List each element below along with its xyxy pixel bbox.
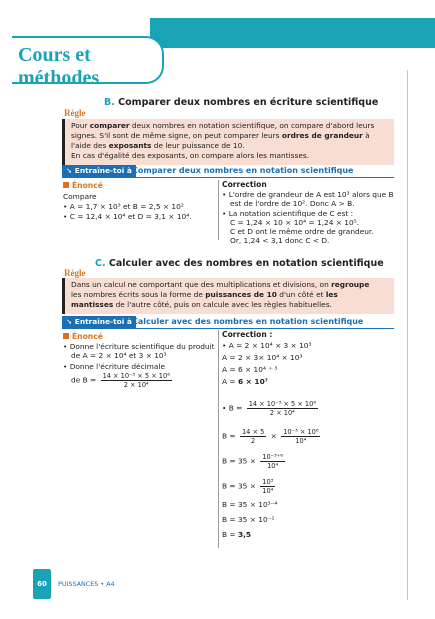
correction-c-b6: B = 35 × 10⁻¹ [222, 515, 275, 524]
correction-b-line-4: C = 1,24 × 10 × 10⁴ = 1,24 × 10⁵. [230, 218, 360, 227]
regle-b-line-1: Pour comparer deux nombres en notation scientifique, on compare d'abord leurs [71, 121, 375, 130]
enonce-c-title: Énoncé [63, 332, 103, 341]
enonce-c-line-3: • Donne l'écriture décimale [63, 362, 166, 371]
enonce-b-bullet-a: • A = 1,7 × 10³ et B = 2,5 × 10² [63, 202, 184, 211]
correction-c-b2: B = $\frac{14 \times 5}{2}$ × $\frac{\text{10⁻³ × 10⁶}}{\text{10⁴}}$ [222, 428, 319, 445]
square-bullet-icon [63, 182, 69, 188]
page-title: Cours et méthodes [18, 44, 100, 89]
header-band [150, 18, 435, 48]
enonce-c-fraction: $\frac{\text{14 × 10⁻³ × 5 × 10⁶}}{\text{2 × 10⁴}}$ [102, 372, 170, 389]
regle-label-c: Règle [64, 268, 86, 278]
correction-c-b4: B = 35 × $\frac{\text{10³}}{\text{10⁴}}$ [222, 478, 274, 495]
correction-c-b3: B = 35 × $\frac{\text{10⁻³⁺⁶}}{\text{10⁴}}$ [222, 453, 283, 470]
enonce-c-line-1: • Donne l'écriture scientifique du produit [63, 342, 215, 351]
enonce-b-compare: Compare [63, 192, 97, 201]
section-c-heading: Calculer avec des nombres en notation scientifique [108, 258, 384, 269]
correction-b-line-1: • L'ordre de grandeur de A est 10³ alors que B [222, 190, 394, 199]
correction-c-b1: • B = $\frac{\text{14 × 10⁻³ × 5 × 10⁶}}{\text{2 × 10⁴}}$ [222, 400, 316, 417]
section-b-title [104, 97, 378, 108]
section-b-letter: B. [104, 97, 115, 108]
b2-fraction-2: $\frac{\text{10⁻³ × 10⁶}}{\text{10⁴}}$ [283, 428, 319, 445]
enonce-c-line-2: de A = 2 × 10⁴ et 3 × 10³ [71, 351, 167, 360]
exercise-b-badge: ➘ Entraîne-toi à [62, 165, 136, 177]
correction-c-b7: B = 3,5 [222, 530, 252, 539]
correction-b-line-2: est de l'ordre de 10². Donc A > B. [230, 199, 355, 208]
section-c-letter: C. [95, 258, 106, 269]
page-number: 60 [33, 569, 51, 599]
correction-c-a1: • A = 2 × 10⁴ × 3 × 10³ [222, 341, 312, 350]
correction-c-a4: A = 6 × 10⁷ [222, 377, 268, 386]
regle-b-line-3: l'aide des exposants de leur puissance de 10. [71, 141, 245, 150]
b3-fraction: $\frac{\text{10⁻³⁺⁶}}{\text{10⁴}}$ [262, 453, 283, 470]
b4-fraction: $\frac{\text{10³}}{\text{10⁴}}$ [262, 478, 274, 495]
column-divider-c [218, 330, 219, 548]
enonce-c-fraction-row: de B = $\frac{\text{14 × 10⁻³ × 5 × 10⁶}}{\text{2 × 10⁴}}$ [71, 372, 170, 389]
correction-c-title: Correction : [222, 330, 273, 339]
regle-box-c [62, 278, 394, 314]
correction-b-line-6: Or, 1,24 < 3,1 donc C < D. [230, 236, 330, 245]
correction-b-line-3: • La notation scientifique de C est : [222, 209, 354, 218]
correction-b-line-5: C et D ont le même ordre de grandeur. [230, 227, 374, 236]
exercise-b-bar [62, 165, 394, 177]
regle-c-line-2: les nombres écrits sous la forme de puissances de 10 d'un côté et les [71, 290, 338, 299]
square-bullet-icon [63, 333, 69, 339]
exercise-b-title: Comparer deux nombres en notation scientifique [132, 166, 354, 175]
top-margin [0, 0, 435, 18]
enonce-b-bullet-c: • C = 12,4 × 10⁴ et D = 3,1 × 10⁴. [63, 212, 192, 221]
regle-c-line-1: Dans un calcul ne comportant que des multiplications et divisions, on regroupe [71, 280, 370, 289]
correction-c-a2: A = 2 × 3× 10⁴ × 10³ [222, 353, 303, 362]
right-margin-rule [407, 70, 408, 600]
exercise-c-badge: ➘ Entraîne-toi à [62, 316, 136, 328]
column-divider-b [218, 180, 219, 240]
correction-c-a3: A = 6 × 10⁴ ⁺ ³ [222, 365, 278, 374]
regle-box-b [62, 119, 394, 165]
b1-fraction: $\frac{\text{14 × 10⁻³ × 5 × 10⁶}}{\text{2 × 10⁴}}$ [248, 400, 316, 417]
enonce-b-title: Énoncé [63, 181, 103, 190]
b2-fraction-1: $\frac{14 \times 5}{2}$ [241, 428, 265, 445]
regle-b-line-2: signes. S'il sont de même signe, on peut comparer leurs ordres de grandeur à [71, 131, 370, 140]
exercise-c-bar [62, 316, 394, 328]
regle-label-b: Règle [64, 108, 86, 118]
exercise-c-underline [62, 328, 394, 329]
correction-b-title: Correction [222, 180, 267, 189]
section-b-heading: Comparer deux nombres en écriture scientifique [118, 97, 379, 108]
correction-c-b5: B = 35 × 10³⁻⁴ [222, 500, 278, 509]
regle-b-line-4: En cas d'égalité des exposants, on compare alors les mantisses. [71, 151, 310, 160]
regle-c-line-3: mantisses de l'autre côté, puis on calcule avec les règles habituelles. [71, 300, 332, 309]
footer-chapter: PUISSANCES • A4 [58, 580, 115, 588]
exercise-c-title: Calculer avec des nombres en notation scientifique [132, 317, 364, 326]
exercise-b-underline [62, 177, 394, 178]
section-c-title [95, 258, 384, 269]
